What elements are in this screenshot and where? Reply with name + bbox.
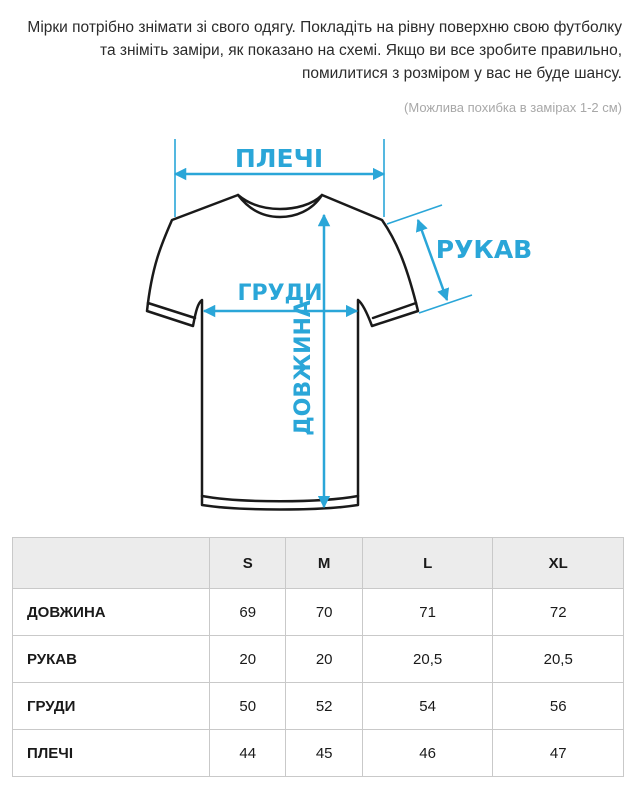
table-cell: 50 bbox=[210, 683, 286, 730]
size-table-header bbox=[13, 538, 624, 589]
chest-label: ГРУДИ bbox=[237, 281, 323, 306]
table-cell: 54 bbox=[362, 683, 493, 730]
table-cell: 52 bbox=[286, 683, 362, 730]
row-label-length: ДОВЖИНА bbox=[13, 589, 210, 636]
table-cell: 71 bbox=[362, 589, 493, 636]
length-label: ДОВЖИНА bbox=[291, 300, 316, 436]
table-cell: 47 bbox=[493, 730, 624, 777]
row-label-chest: ГРУДИ bbox=[13, 683, 210, 730]
table-cell: 20 bbox=[210, 636, 286, 683]
table-row bbox=[13, 730, 624, 777]
table-cell: 44 bbox=[210, 730, 286, 777]
size-header-l: L bbox=[362, 538, 493, 589]
table-cell: 46 bbox=[362, 730, 493, 777]
row-label-shoulders: ПЛЕЧІ bbox=[13, 730, 210, 777]
table-cell: 56 bbox=[493, 683, 624, 730]
table-cell: 20,5 bbox=[362, 636, 493, 683]
table-row bbox=[13, 683, 624, 730]
table-cell: 45 bbox=[286, 730, 362, 777]
row-label-sleeve: РУКАВ bbox=[13, 636, 210, 683]
tshirt-outline bbox=[147, 195, 418, 510]
sleeve-label: РУКАВ bbox=[435, 235, 533, 264]
corner-cell bbox=[13, 538, 210, 589]
shoulders-label: ПЛЕЧІ bbox=[234, 144, 324, 173]
measurement-arrows bbox=[175, 139, 472, 507]
table-row bbox=[13, 589, 624, 636]
tshirt-measurement-diagram bbox=[0, 125, 634, 525]
table-cell: 70 bbox=[286, 589, 362, 636]
table-cell: 20,5 bbox=[493, 636, 624, 683]
instructions-text: Мірки потрібно знімати зі свого одягу. Покладіть на рівну поверхню свою футболку та зніміть заміри, як показано на схемі. Якщо ви все зробите правильно, помилитися з розміром у вас не буде шансу. bbox=[27, 19, 622, 82]
table-cell: 72 bbox=[493, 589, 624, 636]
table-cell: 20 bbox=[286, 636, 362, 683]
size-header-xl: XL bbox=[493, 538, 624, 589]
size-header-m: M bbox=[286, 538, 362, 589]
size-table bbox=[12, 537, 624, 777]
table-cell: 69 bbox=[210, 589, 286, 636]
measurement-error-note: (Можлива похибка в замірах 1-2 см) bbox=[404, 100, 622, 115]
size-header-s: S bbox=[210, 538, 286, 589]
table-row bbox=[13, 636, 624, 683]
